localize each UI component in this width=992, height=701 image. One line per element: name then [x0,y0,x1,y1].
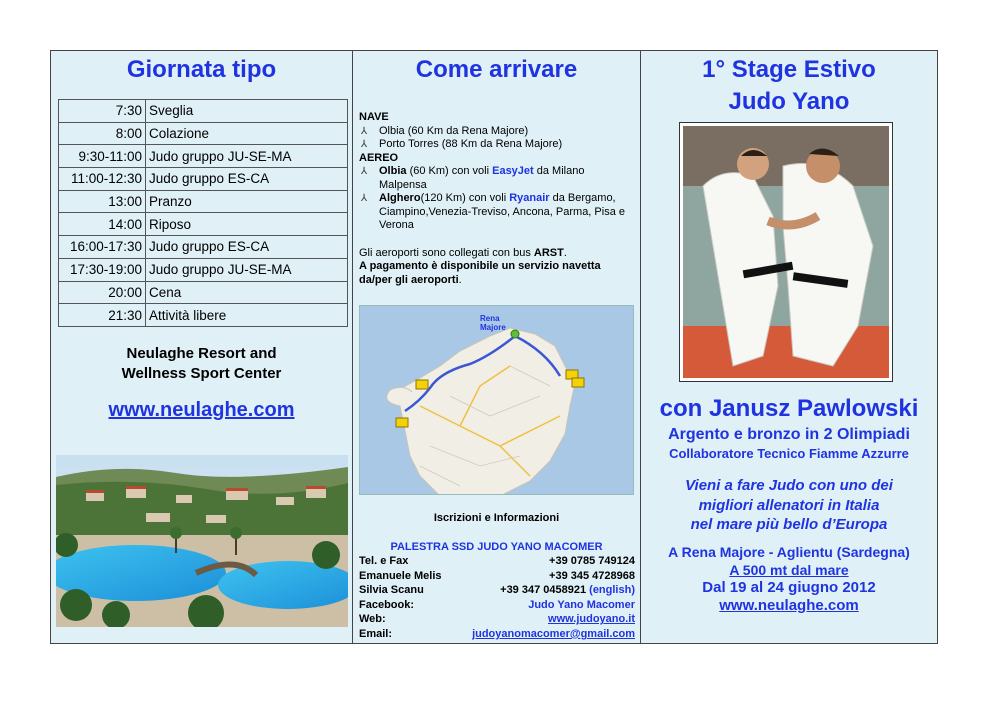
stage-title-line2: Judo Yano [728,88,850,115]
web-link[interactable]: www.judoyano.it [548,613,635,626]
coach-role: Collaboratore Tecnico Fiamme Azzurre [669,446,909,461]
contact-row: Emanuele Melis +39 345 4728968 [359,569,635,582]
schedule-time: 11:00-12:30 [59,168,146,191]
bullet-icon: ⅄ [361,125,368,137]
email-link[interactable]: judoyanomacomer@gmail.com [472,627,635,640]
contact-row: Facebook: Judo Yano Macomer [359,598,635,611]
schedule-row [59,122,348,145]
contact-row: Web: www.judoyano.it [359,613,635,626]
schedule-time: 17:30-19:00 [59,258,146,281]
air-item-alghero: ⅄ Alghero(120 Km) con voli Ryanair da Bergamo, Ciampino,Venezia-Treviso, Ancona, Parma, Pisa e Verona [361,192,625,231]
bullet-icon: ⅄ [361,139,368,150]
event-details [641,543,937,615]
contact-row: Email: judoyanomacomer@gmail.com [359,627,635,640]
schedule-activity: Judo gruppo JU-SE-MA [146,258,348,281]
ship-item: ⅄ Porto Torres (88 Km da Rena Majore) [361,138,563,150]
schedule-row [59,190,348,213]
panel-how-to-arrive [352,50,641,644]
coach-name: con Janusz Pawlowski [659,395,919,422]
air-heading: AEREO [359,151,399,164]
stage-title-line1: 1° Stage Estivo [702,56,876,83]
schedule-activity: Riposo [146,213,348,236]
schedule-activity: Sveglia [146,100,348,123]
schedule-time: 7:30 [59,100,146,123]
schedule-row [59,100,348,123]
air-item-olbia: ⅄ Olbia (60 Km) con voli EasyJet da Milano Malpensa [361,165,585,191]
schedule-time: 21:30 [59,304,146,327]
schedule-row [59,168,348,191]
schedule-table [58,99,348,327]
panel2-title: Come arrivare [415,56,578,83]
facebook-link[interactable]: Judo Yano Macomer [528,598,635,611]
schedule-activity: Pranzo [146,190,348,213]
resort-website-link[interactable]: www.neulaghe.com [108,399,295,421]
club-name: PALESTRA SSD JUDO YANO MACOMER [390,541,603,553]
event-location: A Rena Majore - Aglientu (Sardegna) [668,544,910,560]
slogan: Vieni a fare Judo con uno dei migliori allenatori in Italia nel mare più bello d’Europa [685,477,893,533]
ship-list [359,125,634,152]
ship-heading: NAVE [359,111,389,123]
travel-info [359,111,634,287]
schedule-row [59,258,348,281]
contact-row: Tel. e Fax +39 0785 749124 [359,555,635,567]
contacts-list [359,554,635,642]
air-list [359,165,634,233]
schedule-time: 9:30-11:00 [59,145,146,168]
resort-name-line2: Wellness Sport Center [121,365,282,382]
contact-row: Silvia Scanu +39 347 0458921 (english) [359,584,635,597]
schedule-activity: Colazione [146,122,348,145]
schedule-time: 20:00 [59,281,146,304]
schedule-time: 13:00 [59,190,146,213]
panel-stage-info [640,50,938,644]
map-label: Rena Majore [480,314,506,332]
schedule-activity: Attività libere [146,304,348,327]
schedule-row [59,236,348,259]
ship-item: ⅄ Olbia (60 Km da Rena Majore) [361,124,529,137]
schedule-activity: Cena [146,281,348,304]
sea-distance: A 500 mt dal mare [729,562,849,578]
coach-medals: Argento e bronzo in 2 Olimpiadi [668,426,910,443]
schedule-row [59,213,348,236]
event-dates: Dal 19 al 24 giugno 2012 [702,579,876,596]
bullet-icon: ⅄ [361,193,368,204]
panel-daily-schedule [50,50,353,644]
schedule-activity: Judo gruppo ES-CA [146,168,348,191]
bus-info: Gli aeroporti sono collegati con bus ARST. [359,246,567,259]
bullet-icon: ⅄ [361,166,368,177]
judo-action-photo [679,122,893,382]
panel1-title: Giornata tipo [126,56,277,83]
schedule-time: 14:00 [59,213,146,236]
sardinia-map [359,305,634,495]
schedule-row [59,304,348,327]
schedule-activity: Judo gruppo JU-SE-MA [146,145,348,168]
schedule-time: 16:00-17:30 [59,236,146,259]
schedule-time: 8:00 [59,122,146,145]
registration-heading: Iscrizioni e Informazioni [433,512,560,524]
schedule-activity: Judo gruppo ES-CA [146,236,348,259]
resort-name-line1: Neulaghe Resort and [126,345,277,362]
resort-pool-photo [56,455,348,627]
schedule-row [59,145,348,168]
schedule-row [59,281,348,304]
event-website-link[interactable]: www.neulaghe.com [719,597,859,614]
shuttle-info: A pagamento è disponibile un servizio navetta da/per gli aeroporti. [359,260,601,286]
